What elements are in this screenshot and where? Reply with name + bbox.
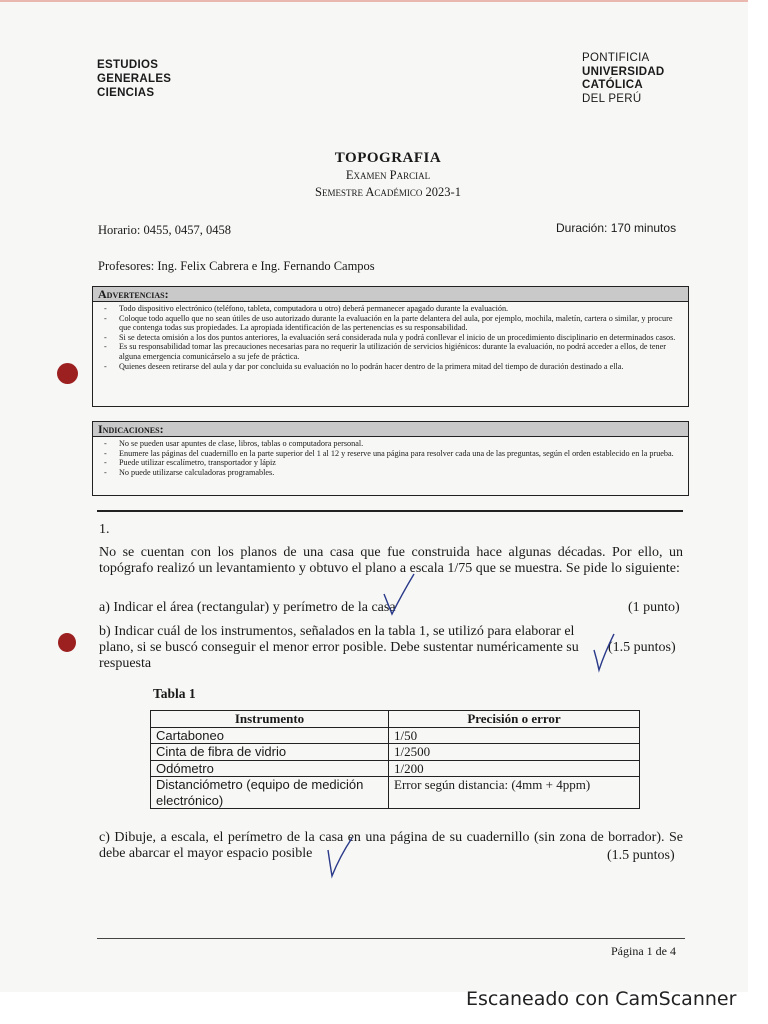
university-line: PONTIFICIA — [582, 52, 650, 64]
instructions-list — [93, 437, 688, 479]
part-a-points: (1 punto) — [628, 600, 680, 615]
list-item: - No se pueden usar apuntes de clase, libros, tablas o computadora personal. — [119, 439, 682, 449]
faculty-line: GENERALES — [97, 73, 172, 85]
table-cell: Cartaboneo — [151, 727, 389, 744]
list-item: - Si se detecta omisión a los dos puntos anteriores, la evaluación será considerada nula y podrá conllevar el inicio de un procedimiento disciplinario en determinados casos. — [119, 333, 682, 343]
warnings-box — [92, 286, 689, 407]
university-label — [582, 52, 665, 106]
list-item: - Todo dispositivo electrónico (teléfono, tableta, computadora u otro) deberá permanecer apagado durante la evaluación. — [119, 304, 682, 314]
table-cell: 1/50 — [389, 727, 640, 744]
table-row — [151, 777, 640, 809]
faculty-line: CIENCIAS — [97, 87, 155, 99]
table-row — [151, 744, 640, 761]
table-header: Instrumento — [151, 711, 389, 728]
faculty-line: ESTUDIOS — [97, 59, 159, 71]
list-item: - Es su responsabilidad tomar las precauciones necesarias para no requerir la utilización de servicios higiénicos: durante la evaluación, no podrá acceder a ellos, de tener alguna emergencia comunicárselo a su jefe de práctica. — [119, 342, 682, 361]
part-b-text: b) Indicar cuál de los instrumentos, señalados en la tabla 1, se utilizó para elaborar el plano, si se buscó conseguir el menor error posible. Debe sustentar numéricamente su respuesta — [99, 624, 579, 671]
table-cell: Error según distancia: (4mm + 4ppm) — [389, 777, 640, 809]
table-cell: 1/200 — [389, 760, 640, 777]
punch-hole-icon — [58, 633, 76, 652]
list-item: - Puede utilizar escalímetro, transportador y lápiz — [119, 458, 682, 468]
semester-title: Semestre Académico 2023-1 — [315, 185, 461, 199]
list-item: - No puede utilizarse calculadoras programables. — [119, 468, 682, 478]
table-cell: Cinta de fibra de vidrio — [151, 744, 389, 761]
part-a-text: a) Indicar el área (rectangular) y perímetro de la casa — [99, 600, 396, 615]
list-item: - Enumere las páginas del cuadernillo en la parte superior del 1 al 12 y reserve una página para resolver cada una de las preguntas, según el orden establecido en la prueba. — [119, 449, 682, 459]
table-cell: Odómetro — [151, 760, 389, 777]
university-line: DEL PERÚ — [582, 92, 642, 105]
top-edge-line — [0, 0, 748, 2]
exam-title: Examen Parcial — [345, 168, 431, 182]
table-header-row — [151, 711, 640, 728]
footer-divider — [97, 938, 685, 939]
schedule-text: Horario: 0455, 0457, 0458 — [98, 223, 231, 237]
faculty-label — [97, 58, 171, 100]
part-b-points: (1.5 puntos) — [608, 640, 676, 655]
question-intro: No se cuentan con los planos de una casa que fue construida hace algunas décadas. Por ello, un topógrafo realizó un levantamiento y obtuvo el plano a escala 1/75 que se muestra. Se pide lo siguiente: — [99, 545, 683, 576]
instructions-heading: Indicaciones: — [93, 422, 688, 437]
course-title: TOPOGRAFIA — [334, 150, 442, 166]
warnings-heading: Advertencias: — [93, 287, 688, 302]
table-caption: Tabla 1 — [153, 686, 196, 701]
check-mark-icon — [322, 836, 362, 882]
check-mark-icon — [590, 632, 620, 674]
table-row — [151, 727, 640, 744]
section-divider — [97, 510, 683, 512]
instrument-table — [150, 710, 640, 809]
part-c-points: (1.5 puntos) — [607, 848, 675, 863]
check-mark-icon — [380, 570, 440, 620]
table-cell: 1/2500 — [389, 744, 640, 761]
instructions-box — [92, 421, 689, 496]
warnings-list — [93, 302, 688, 373]
professors-text: Profesores: Ing. Felix Cabrera e Ing. Fernando Campos — [98, 259, 375, 273]
duration-text: Duración: 170 minutos — [556, 221, 677, 235]
table-row — [151, 760, 640, 777]
question-number: 1. — [99, 522, 110, 537]
table-cell: Distanciómetro (equipo de medición electrónico) — [151, 777, 389, 809]
table-header: Precisión o error — [389, 711, 640, 728]
page-number: Página 1 de 4 — [611, 944, 676, 958]
scanner-watermark: Escaneado con CamScanner — [466, 988, 737, 1010]
university-line: CATÓLICA — [582, 79, 643, 91]
list-item: - Quienes deseen retirarse del aula y dar por concluida su evaluación no lo podrán hacer dentro de la primera mitad del tiempo de duración destinado a ella. — [119, 362, 682, 372]
punch-hole-icon — [57, 363, 78, 384]
part-c-text: c) Dibuje, a escala, el perímetro de la casa en una página de su cuadernillo (sin zona de borrador). Se debe abarcar el mayor espacio posible — [99, 830, 683, 861]
list-item: - Coloque todo aquello que no sean útiles de uso autorizado durante la evaluación en la parte delantera del aula, por ejemplo, mochila, maletín, cartera o similar, y procure que contenga todas sus propiedades. La apropiada identificación de las pertenencias es su responsabilidad. — [119, 314, 682, 333]
university-line: UNIVERSIDAD — [582, 65, 665, 78]
